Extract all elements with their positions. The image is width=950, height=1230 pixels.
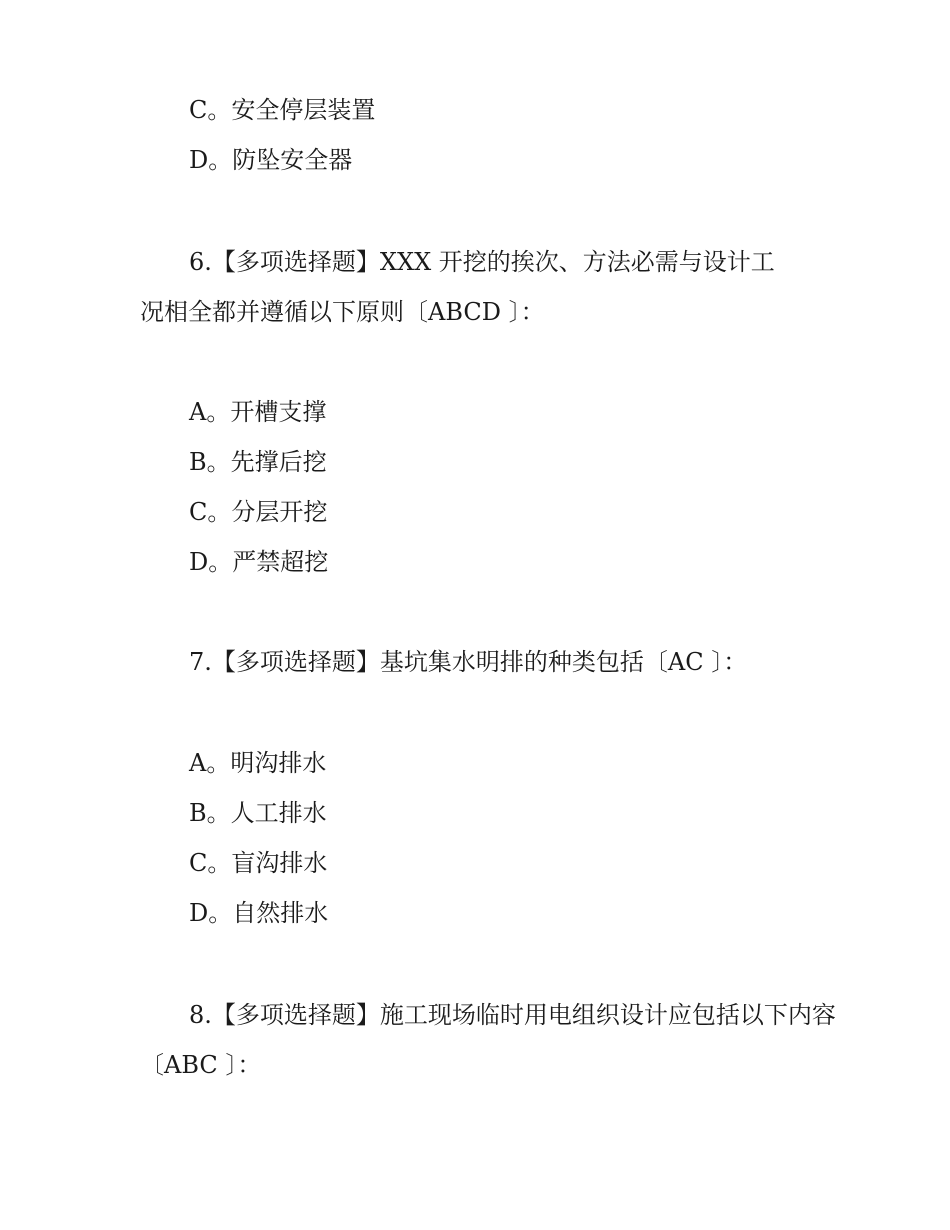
question-8-line-1: 8.【多项选择题】施工现场临时用电组织设计应包括以下内容 <box>189 1001 836 1029</box>
question-6-option-d: D。严禁超挖 <box>189 548 329 576</box>
question-7-option-b: B。人工排水 <box>189 799 327 827</box>
question-8-line-2: 〔ABC 〕： <box>140 1051 262 1079</box>
question-7-line-1: 7.【多项选择题】基坑集水明排的种类包括〔AC 〕： <box>189 648 748 676</box>
question-6-line-1: 6.【多项选择题】XXX 开挖的挨次、方法必需与设计工 <box>189 248 775 276</box>
question-6-option-a: A。开槽支撑 <box>189 398 327 426</box>
question-7-option-c: C。盲沟排水 <box>189 849 328 877</box>
option-d-prev: D。防坠安全器 <box>189 146 353 174</box>
question-7-option-a: A。明沟排水 <box>189 749 327 777</box>
option-c-prev: C。安全停层装置 <box>189 96 376 124</box>
question-7-option-d: D。自然排水 <box>189 899 329 927</box>
question-6-option-b: B。先撑后挖 <box>189 448 327 476</box>
question-6-line-2: 况相全都并遵循以下原则〔ABCD 〕： <box>140 298 545 326</box>
question-6-option-c: C。分层开挖 <box>189 498 328 526</box>
